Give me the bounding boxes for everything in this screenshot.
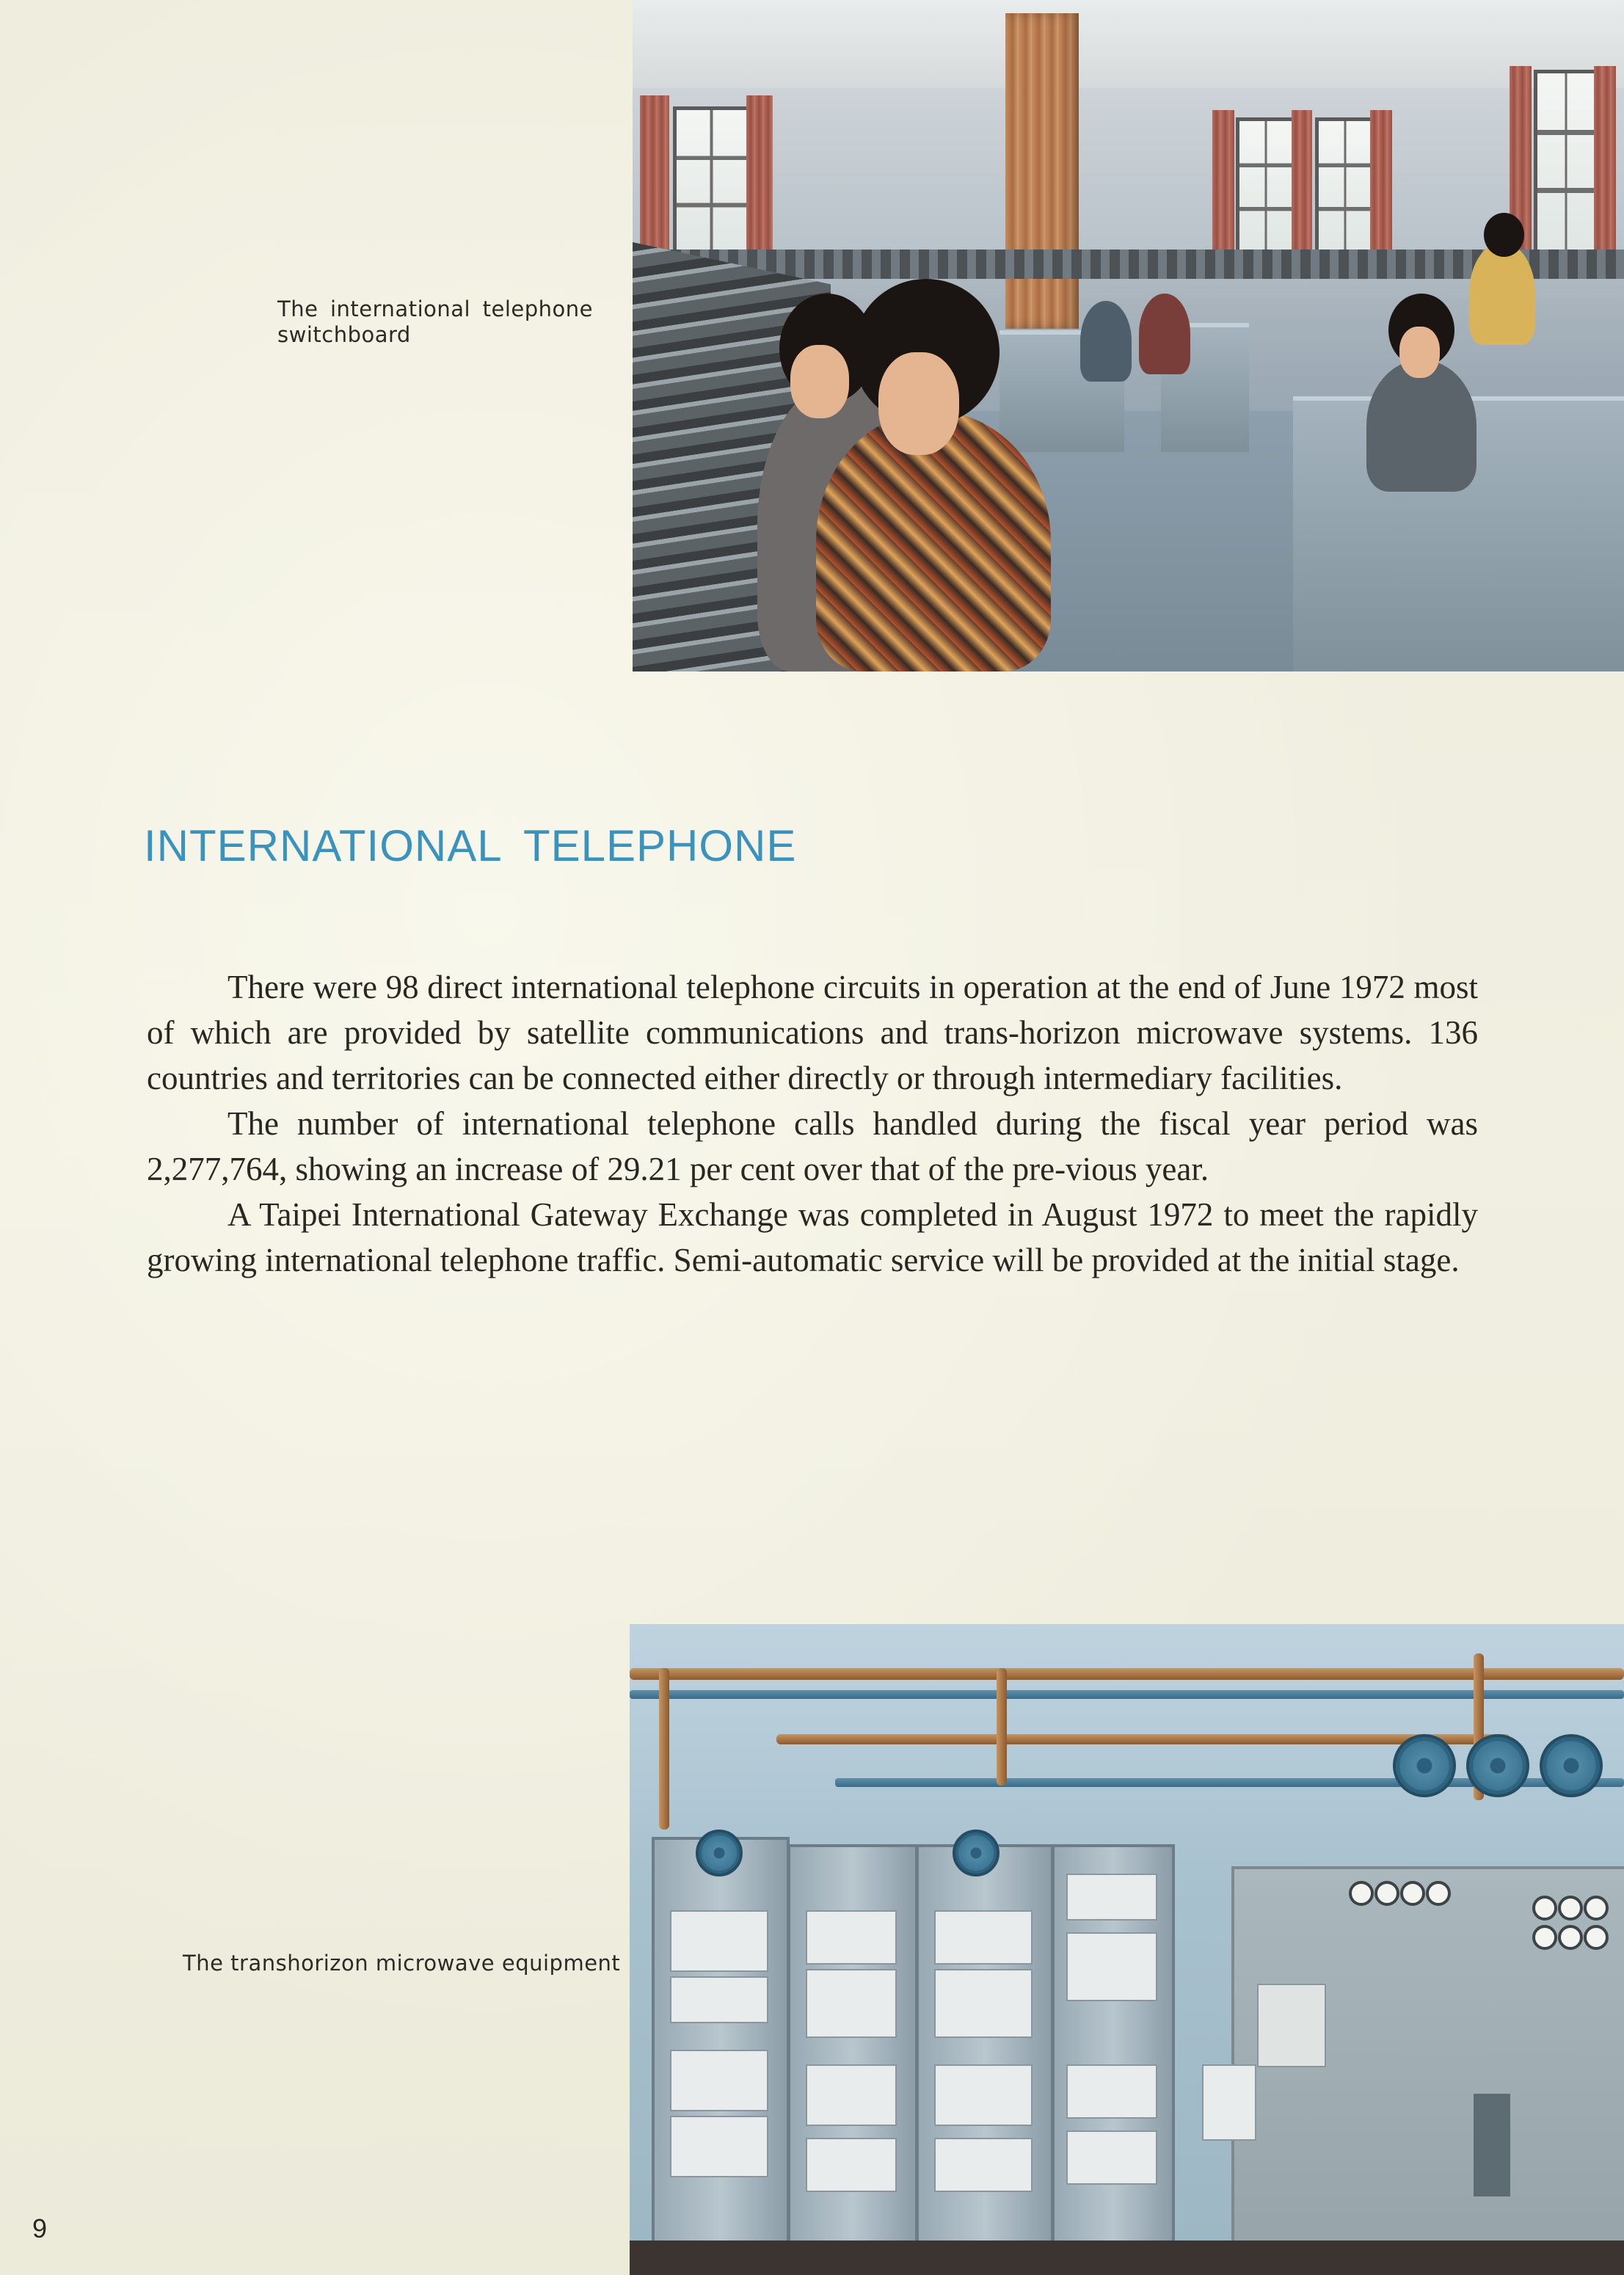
paragraph: The number of international telephone calls handled during the fiscal year period was 2,277,764, showing an increase of 29.21 per cent over that of the pre-vious year.: [147, 1105, 1478, 1187]
curtain: [1212, 110, 1234, 250]
panel: [806, 1969, 897, 2038]
panel: [1066, 2064, 1157, 2119]
curtain: [640, 95, 669, 250]
oscilloscope: [1257, 1984, 1326, 2067]
reel: [1466, 1734, 1529, 1797]
panel: [806, 2064, 897, 2126]
test-instrument: [1202, 2064, 1256, 2141]
gauge: [1558, 1925, 1583, 1950]
pipe: [659, 1668, 669, 1830]
window: [1236, 117, 1296, 257]
reel: [953, 1830, 999, 1877]
vent: [1474, 2094, 1510, 2196]
pillar: [1005, 13, 1079, 329]
pipe: [997, 1668, 1007, 1786]
switchboard-photo: [633, 0, 1624, 671]
section-title: INTERNATIONAL TELEPHONE: [144, 821, 797, 870]
body-text: [147, 964, 1478, 1283]
panel: [670, 2050, 768, 2111]
page-number: 9: [32, 2213, 48, 2243]
gauge: [1532, 1896, 1557, 1921]
window: [1534, 70, 1598, 253]
operator-head: [1484, 213, 1524, 257]
operator-face: [790, 345, 849, 418]
gauge: [1426, 1881, 1451, 1906]
panel: [806, 1910, 897, 1965]
operator: [1366, 360, 1476, 492]
panel: [1066, 2130, 1157, 2185]
curtain: [1292, 110, 1312, 250]
equipment-rack: [787, 1844, 918, 2254]
microwave-equipment-photo: [630, 1624, 1624, 2275]
panel: [1066, 1932, 1157, 2001]
panel: [1066, 1874, 1157, 1921]
paragraph: There were 98 direct international telephone circuits in operation at the end of June 1972 most of which are provided by satellite communications and trans-horizon microwave systems. 136 countries and territories can be connected either directly or through intermediary facilities.: [147, 969, 1478, 1096]
operator: [1080, 301, 1132, 382]
panel: [934, 1910, 1033, 1965]
curtain: [1594, 66, 1616, 250]
operator: [1469, 242, 1535, 345]
curtain: [746, 95, 773, 250]
panel: [670, 2116, 768, 2177]
microwave-caption: The transhorizon microwave equipment: [183, 1951, 621, 1976]
reel: [1393, 1734, 1456, 1797]
panel: [670, 1910, 768, 1972]
gauge: [1400, 1881, 1425, 1906]
equipment-rack: [652, 1837, 790, 2254]
gauge: [1584, 1896, 1609, 1921]
operator-face: [878, 352, 959, 455]
paragraph: A Taipei International Gateway Exchange was completed in August 1972 to meet the rapidly growing international telephone traffic. Semi-automatic service will be provided at the initial stage.: [147, 1196, 1478, 1278]
panel: [670, 1976, 768, 2023]
equipment-rack: [916, 1844, 1054, 2254]
gauge: [1374, 1881, 1399, 1906]
gauge: [1349, 1881, 1374, 1906]
reel: [1540, 1734, 1603, 1797]
window: [1315, 117, 1375, 257]
gauge: [1584, 1925, 1609, 1950]
panel: [806, 2138, 897, 2192]
gauge: [1558, 1896, 1583, 1921]
switchboard-caption: The international telephone switchboard: [277, 296, 593, 347]
gauge: [1532, 1925, 1557, 1950]
operator-face: [1399, 327, 1440, 378]
floor: [630, 2241, 1624, 2275]
window: [673, 106, 750, 257]
back-wall: [633, 88, 1624, 272]
curtain: [1370, 110, 1392, 250]
panel: [934, 2138, 1033, 2192]
pipe: [776, 1734, 1510, 1744]
ceiling: [633, 0, 1624, 88]
operator: [1139, 294, 1190, 374]
reel: [696, 1830, 743, 1877]
panel: [934, 2064, 1033, 2126]
panel: [934, 1969, 1033, 2038]
